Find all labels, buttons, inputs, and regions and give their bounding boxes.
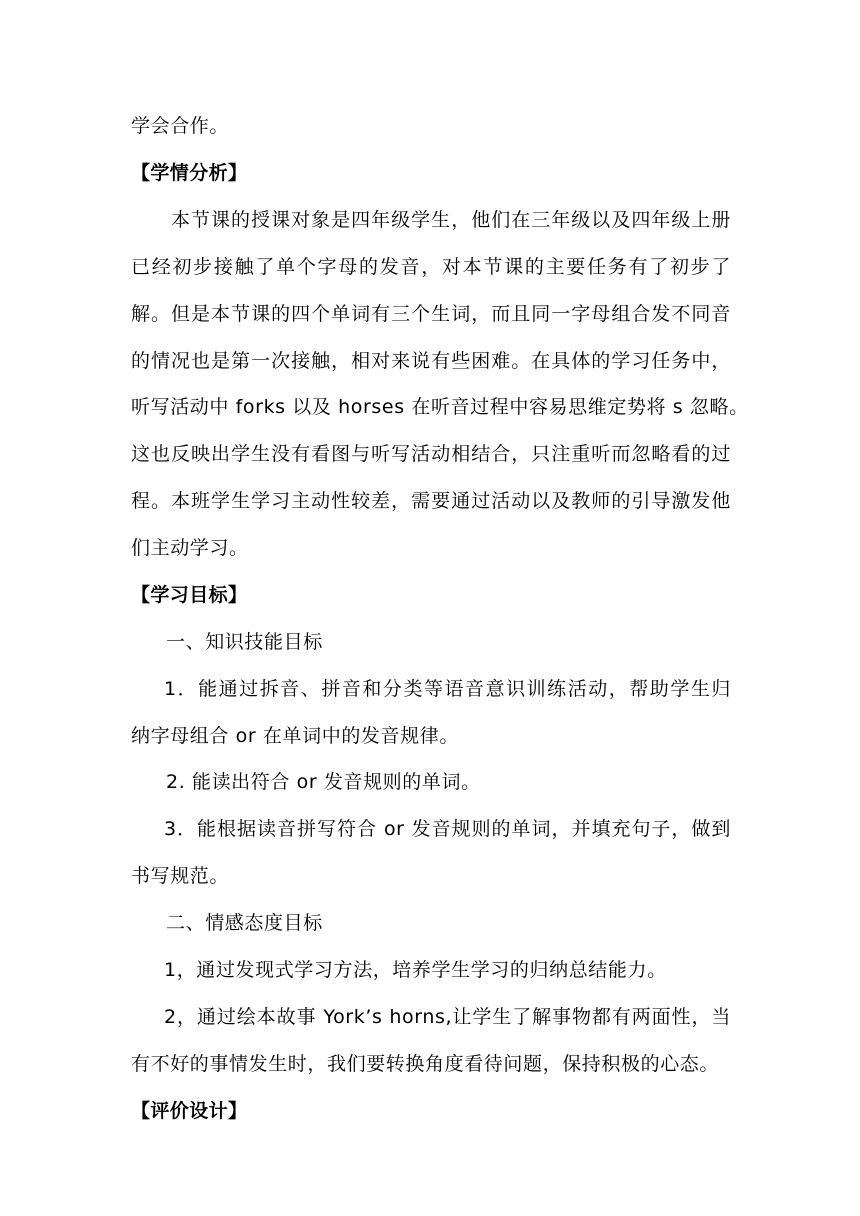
intro-tail-text: 学会合作。 xyxy=(131,115,230,137)
goal-item-5-line-2: 有不好的事情发生时，我们要转换角度看待问题，保持积极的心态。 xyxy=(131,1053,720,1075)
paragraph-line: 们主动学习。 xyxy=(131,537,249,559)
goal-item-3-line-2: 书写规范。 xyxy=(131,865,230,887)
paragraph-line: 解。但是本节课的四个单词有三个生词，而且同一字母组合发不同音 xyxy=(131,303,731,325)
knowledge-skills-subheading: 一、知识技能目标 xyxy=(166,631,323,653)
paragraph-line: 的情况也是第一次接触，相对来说有些困难。在具体的学习任务中， xyxy=(131,350,731,372)
learning-goals-heading: 【学习目标】 xyxy=(131,584,248,606)
paragraph-line: 这也反映出学生没有看图与听写活动相结合，只注重听而忽略看的过 xyxy=(131,443,731,465)
emotional-attitude-subheading: 二、情感态度目标 xyxy=(166,912,323,934)
paragraph-line: 本节课的授课对象是四年级学生，他们在三年级以及四年级上册 xyxy=(171,209,731,231)
goal-item-1-line-2: 纳字母组合 or 在单词中的发音规律。 xyxy=(131,725,459,747)
goal-item-3-line-1: 3．能根据读音拼写符合 or 发音规则的单词，并填充句子，做到 xyxy=(164,818,731,840)
paragraph-line: 听写活动中 forks 以及 horses 在听音过程中容易思维定势将 s 忽略。 xyxy=(131,396,749,418)
goal-item-1-line-1: 1．能通过拆音、拼音和分类等语音意识训练活动，帮助学生归 xyxy=(164,678,731,700)
goal-item-4: 1，通过发现式学习方法，培养学生学习的归纳总结能力。 xyxy=(164,959,667,981)
goal-item-2: 2. 能读出符合 or 发音规则的单词。 xyxy=(166,771,481,793)
learning-analysis-heading: 【学情分析】 xyxy=(131,162,248,184)
goal-item-5-line-1: 2，通过绘本故事 York’s horns,让学生了解事物都有两面性，当 xyxy=(164,1006,731,1028)
paragraph-line: 程。本班学生学习主动性较差，需要通过活动以及教师的引导激发他 xyxy=(131,490,731,512)
evaluation-design-heading: 【评价设计】 xyxy=(131,1100,248,1122)
paragraph-line: 已经初步接触了单个字母的发音，对本节课的主要任务有了初步了 xyxy=(131,256,731,278)
